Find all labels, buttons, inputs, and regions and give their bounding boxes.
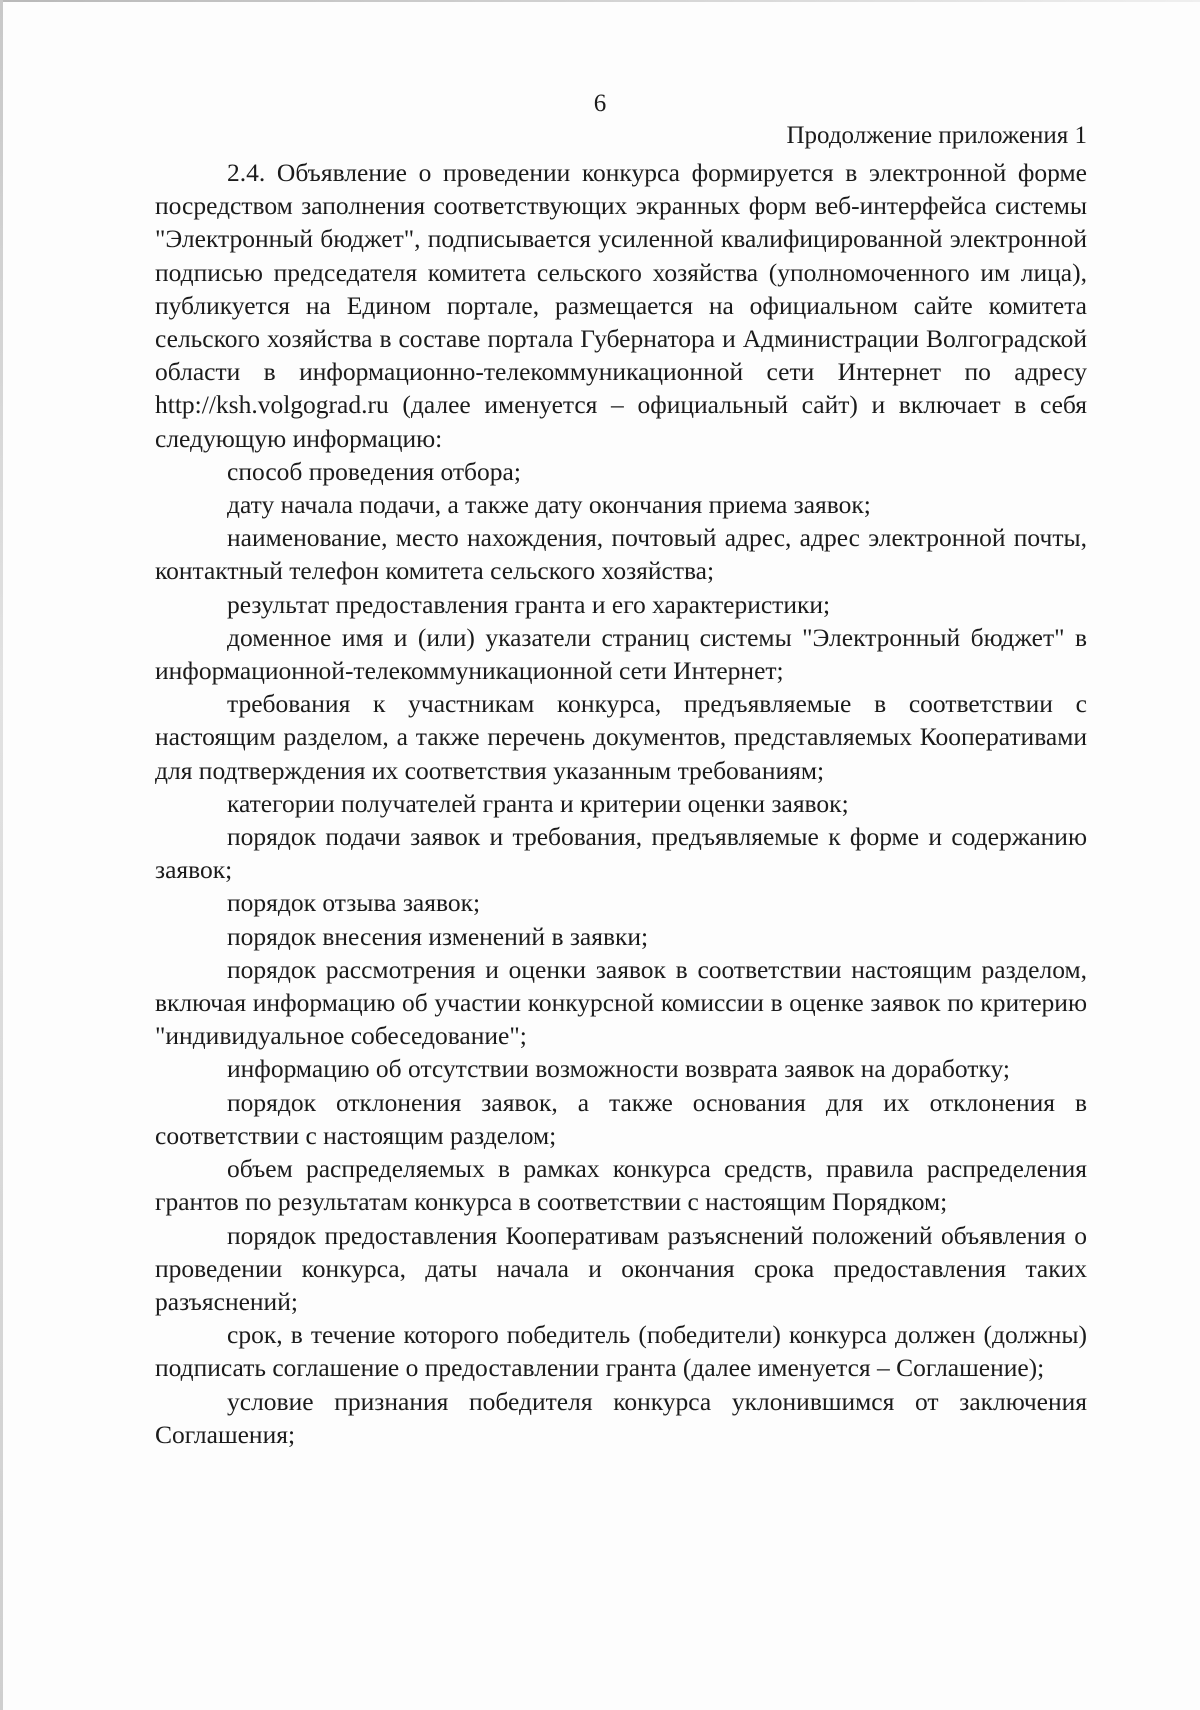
paragraph: дату начала подачи, а также дату окончания приема заявок; [227, 490, 871, 520]
paragraph: порядок предоставления Кооперативам разъяснений положений объявления о проведении конкурса, даты начала и окончания срока предоставления таких разъяснений; [155, 1220, 1087, 1316]
paragraph: срок, в течение которого победитель (победители) конкурса должен (должны) подписать соглашение о предоставлении гранта (далее именуется – Соглашение); [155, 1320, 1087, 1383]
paragraph: результат предоставления гранта и его характеристики; [227, 589, 831, 619]
paragraph: порядок подачи заявок и требования, предъявляемые к форме и содержанию заявок; [155, 822, 1087, 885]
document-body [155, 156, 1087, 1451]
paragraph: доменное имя и (или) указатели страниц системы "Электронный бюджет" в информационной-телекоммуникационной сети Интернет; [155, 622, 1087, 686]
paragraph: 2.4. Объявление о проведении конкурса формируется в электронной форме посредством заполнения соответствующих экранных форм веб-интерфейса системы "Электронный бюджет", подписывается усиленной квалифицированной электронной подписью председателя комитета сельского хозяйства (уполномоченного им лица), публикуется на Едином портале, размещается на официальном сайте комитета сельского хозяйства в составе портала Губернатора и Администрации Волгоградской области в информационно-телекоммуникационной сети Интернет по адресу http://ksh.volgograd.ru (далее именуется – официальный сайт) и включает в себя следующую информацию: [155, 158, 1087, 453]
paragraph: порядок рассмотрения и оценки заявок в соответствии настоящим разделом, включая информацию об участии конкурсной комиссии в оценке заявок по критерию "индивидуальное собеседование"; [155, 954, 1087, 1051]
paragraph: условие признания победителя конкурса уклонившимся от заключения Соглашения; [155, 1386, 1087, 1449]
paragraph: требования к участникам конкурса, предъявляемые в соответствии с настоящим разделом, а также перечень документов, представляемых Кооперативами для подтверждения их соответствия указанным требованиям; [155, 689, 1087, 785]
paragraph: объем распределяемых в рамках конкурса средств, правила распределения грантов по результатам конкурса в соответствии с настоящим Порядком; [155, 1154, 1087, 1217]
paragraph: способ проведения отбора; [227, 456, 521, 486]
scan-edge-top [0, 0, 1200, 2]
page-number: 6 [593, 90, 607, 117]
paragraph: порядок отклонения заявок, а также основания для их отклонения в соответствии с настоящим разделом; [155, 1087, 1087, 1150]
appendix-continuation-note: Продолжение приложения 1 [786, 122, 1087, 149]
scan-edge-left [0, 0, 3, 1710]
paragraph: информацию об отсутствии возможности возврата заявок на доработку; [227, 1054, 1010, 1084]
paragraph: категории получателей гранта и критерии оценки заявок; [227, 788, 849, 818]
paragraph: порядок внесения изменений в заявки; [227, 921, 649, 951]
paragraph: порядок отзыва заявок; [227, 888, 481, 918]
paragraph: наименование, место нахождения, почтовый адрес, адрес электронной почты, контактный телефон комитета сельского хозяйства; [155, 523, 1087, 586]
